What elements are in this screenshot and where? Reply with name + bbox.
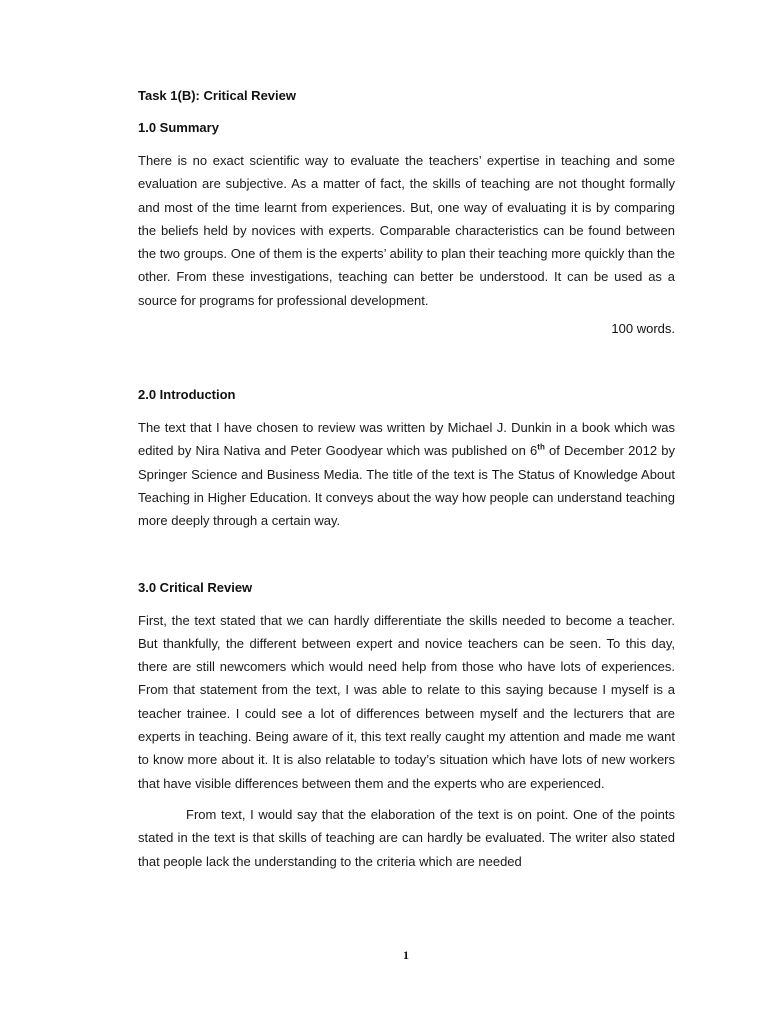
- document-title: Task 1(B): Critical Review: [138, 88, 296, 103]
- introduction-paragraph: [138, 416, 675, 532]
- critical-review-heading: 3.0 Critical Review: [138, 579, 253, 595]
- critical-review-paragraph-2: From text, I would say that the elaboration of the text is on point. One of the points stated in the text is that skills of teaching are can hardly be evaluated. The writer also stated that people lack the understanding to the criteria which are needed: [138, 806, 675, 869]
- word-count: 100 words.: [611, 321, 675, 337]
- introduction-text-part-1: The text that I have chosen to review was written by Michael J. Dunkin in a book which was edited by Nira Nativa and Peter Goodyear which was published on 6: [138, 420, 675, 459]
- critical-review-paragraph-1: First, the text stated that we can hardly differentiate the skills needed to become a teacher. But thankfully, the different between expert and novice teachers can be seen. To this day, there are still newcomers which would need help from those who have lots of experiences. From that statement from the text, I was able to relate to this saying because I myself is a teacher trainee. I could see a lot of differences between myself and the lecturers that are experts in teaching. Being aware of it, this text really caught my attention and made me want to know more about it. It is also relatable to today’s situation which have lots of new workers that have visible differences between them and the experts who are experienced.: [138, 612, 675, 791]
- summary-heading: 1.0 Summary: [138, 120, 219, 135]
- introduction-heading: 2.0 Introduction: [138, 387, 236, 403]
- document-body: [138, 86, 675, 873]
- summary-paragraph: There is no exact scientific way to evaluate the teachers’ expertise in teaching and some evaluation are subjective. As a matter of fact, the skills of teaching are not thought formally and most of the time learnt from experiences. But, one way of evaluating it is by comparing the beliefs held by novices with experts. Comparable characteristics can be found between the two groups. One of them is the experts’ ability to plan their teaching more quickly than the other. From these investigations, teaching can better be understood. It can be used as a source for programs for professional development.: [138, 153, 675, 308]
- introduction-text-part-2: of December 2012 by Springer Science and Business Media. The title of the text is The Status of Knowledge About Teaching in Higher Education. It conveys about the way how people can understand teaching more deeply through a certain way.: [138, 443, 675, 529]
- ordinal-superscript: th: [537, 443, 545, 453]
- page-number: 1: [403, 948, 409, 962]
